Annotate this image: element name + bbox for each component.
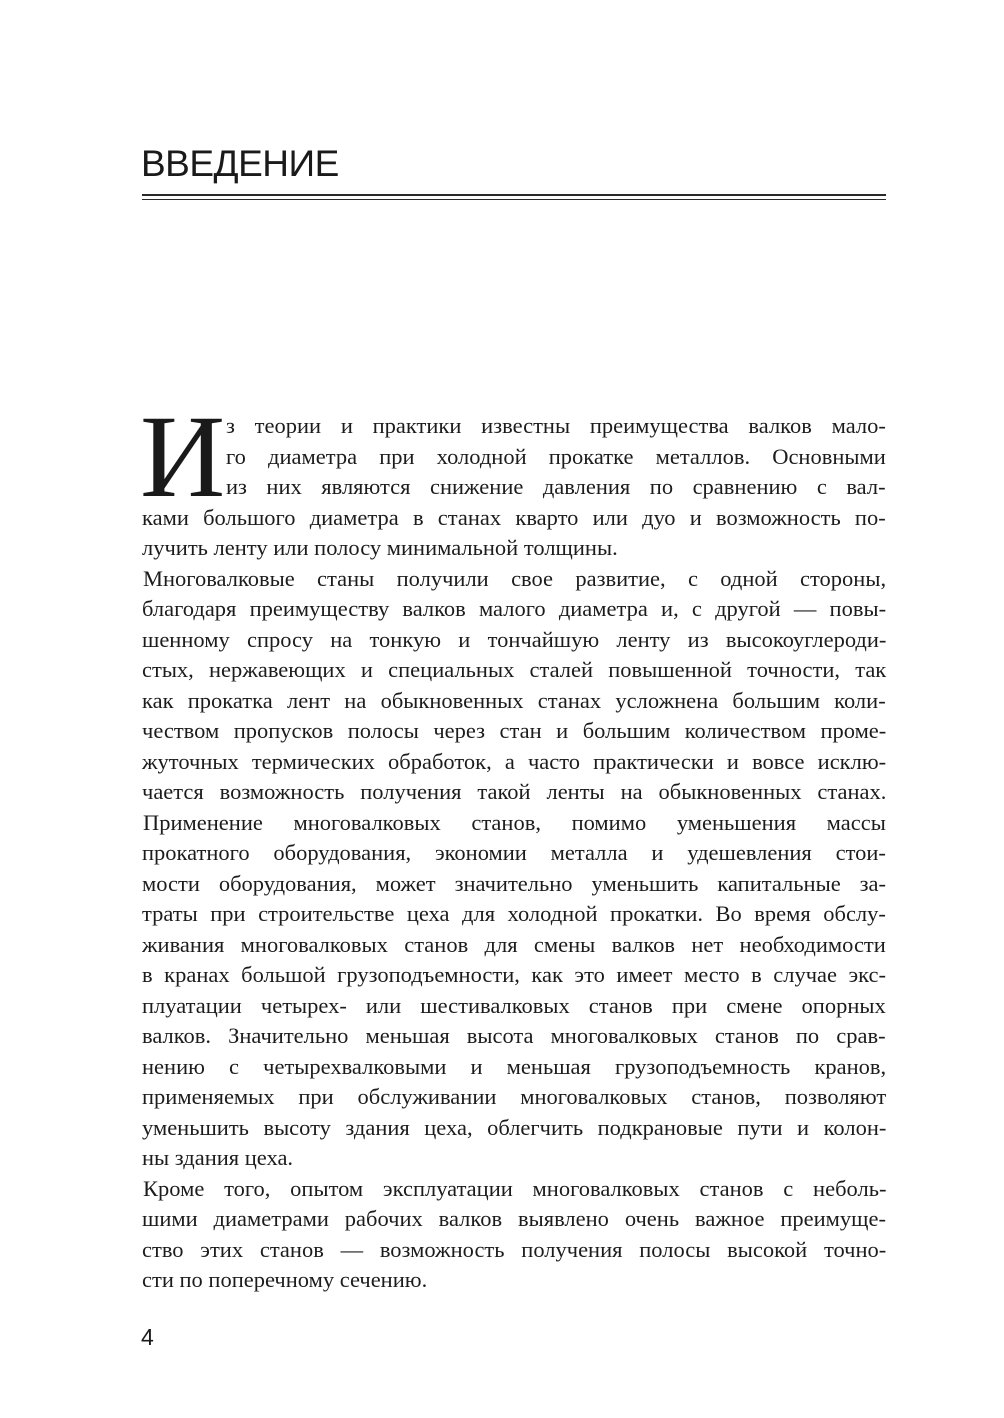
heading-rule-thick: [142, 194, 886, 196]
text-line: в кранах большой грузоподъемности, как это имеет место в случае экс-: [142, 962, 887, 987]
text-line: Кроме того, опытом эксплуатации многовалковых станов с неболь-: [143, 1175, 887, 1201]
text-line: уменьшить высоту здания цеха, облегчить подкрановые пути и колон-: [142, 1114, 887, 1140]
paragraph-4: [142, 1174, 886, 1296]
text-line: шенному спросу на тонкую и тончайшую ленту из высокоуглероди-: [142, 626, 887, 652]
text-line: чеством пропусков полосы через стан и большим количеством проме-: [142, 718, 887, 743]
text-line: живания многовалковых станов для смены валков нет необходимости: [142, 931, 886, 957]
text-line: благодаря преимуществу валков малого диаметра и, с другой — повы-: [142, 596, 887, 621]
text-line: лучить ленту или полосу минимальной толщины.: [142, 535, 618, 560]
text-line: ками большого диаметра в станах кварто или дуо и возможность по-: [142, 504, 886, 530]
text-line: применяемых при обслуживании многовалковых станов, позволяют: [142, 1084, 887, 1109]
body-text: [140, 391, 887, 1296]
text-line: го диаметра при холодной прокатке металлов. Основными: [226, 443, 886, 469]
text-line: шими диаметрами рабочих валков выявлено очень важное преимуще-: [142, 1206, 886, 1231]
text-line: прокатного оборудования, экономии металла и удешевления стои-: [142, 840, 886, 865]
text-line: плуатации четырех- или шестивалковых станов при смене опорных: [142, 992, 886, 1018]
text-line: чается возможность получения такой ленты на обыкновенных станах.: [142, 779, 887, 804]
text-line: ство этих станов — возможность получения полосы высокой точно-: [142, 1236, 887, 1262]
text-line: как прокатка лент на обыкновенных станах усложнена большим коли-: [142, 687, 886, 713]
text-line: з теории и практики известны преимущества валков мало-: [226, 413, 886, 438]
text-line: жуточных термических обработок, а часто практически и вовсе исклю-: [142, 748, 887, 774]
text-line: мости оборудования, может значительно уменьшить капитальные за-: [142, 870, 887, 896]
text-line: сти по поперечному сечению.: [142, 1267, 428, 1292]
text-line: ны здания цеха.: [142, 1145, 294, 1170]
text-line: Применение многовалковых станов, помимо уменьшения массы: [143, 809, 886, 835]
text-line: нению с четырехвалковыми и меньшая грузоподъемность кранов,: [142, 1053, 887, 1079]
chapter-heading: ВВЕДЕНИЕ: [141, 143, 339, 184]
paragraph-3: [142, 808, 886, 1174]
text-line: траты при строительстве цеха для холодной прокатки. Во время обслу-: [142, 901, 886, 926]
text-line: Многовалковые станы получили свое развитие, с одной стороны,: [143, 565, 887, 591]
drop-cap: И: [140, 391, 226, 522]
text-line: стых, нержавеющих и специальных сталей повышенной точности, так: [142, 657, 887, 682]
page-number: 4: [141, 1324, 154, 1350]
heading-rule-thin: [142, 199, 886, 200]
paragraph-1: [140, 391, 886, 564]
text-line: валков. Значительно меньшая высота многовалковых станов по срав-: [142, 1023, 886, 1048]
paragraph-2: [142, 564, 886, 808]
text-line: из них являются снижение давления по сравнению с вал-: [226, 474, 886, 499]
